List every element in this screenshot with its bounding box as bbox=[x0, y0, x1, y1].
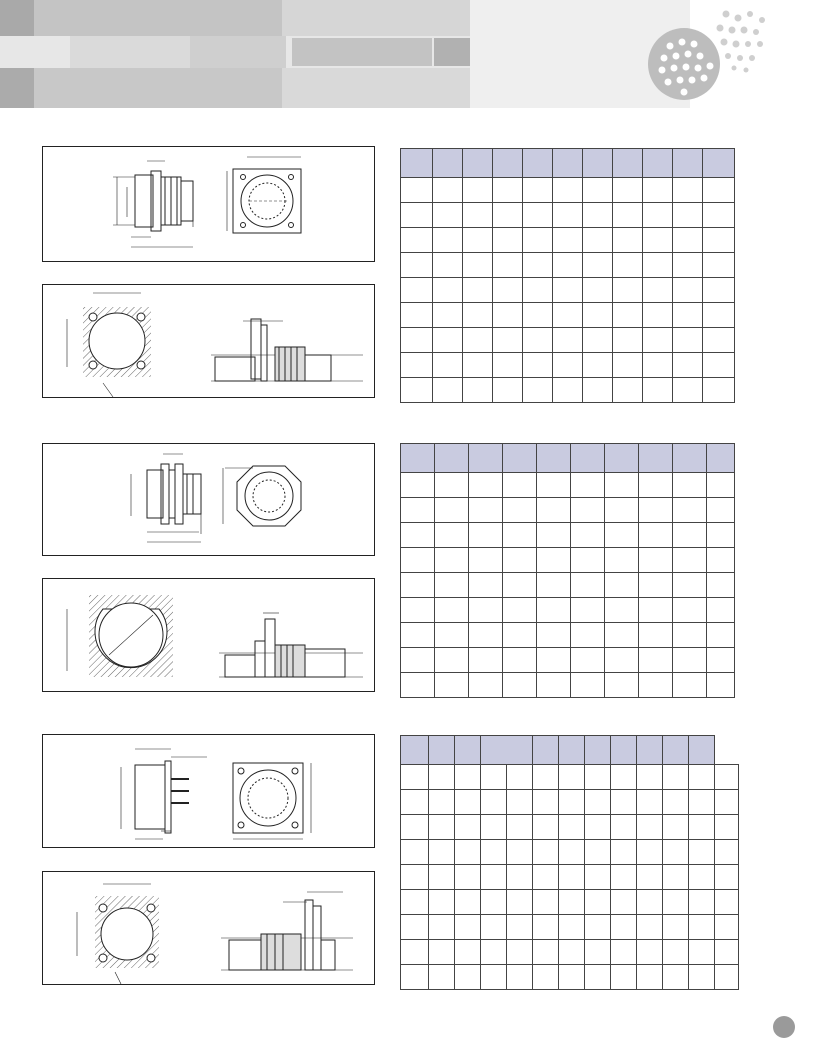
section-3-spec-table bbox=[400, 735, 739, 990]
header-band-bottom-dark bbox=[0, 68, 34, 108]
table-row bbox=[401, 965, 739, 990]
table-row bbox=[401, 303, 735, 328]
header-band-middle-block-2 bbox=[190, 36, 286, 68]
header-band-middle-block-3 bbox=[292, 38, 432, 66]
dotted-circle-icon bbox=[640, 4, 780, 104]
table-row bbox=[401, 815, 739, 840]
section-2-panel-cutout bbox=[42, 578, 375, 692]
merged-header-cell bbox=[481, 736, 533, 765]
table-row bbox=[401, 915, 739, 940]
table-row bbox=[401, 790, 739, 815]
table-row bbox=[401, 673, 735, 698]
table-row bbox=[401, 548, 735, 573]
table-row bbox=[401, 378, 735, 403]
section-2-drawing-panel bbox=[42, 443, 375, 556]
table-row bbox=[401, 523, 735, 548]
pcb-connector-drawing bbox=[43, 735, 376, 849]
table-row bbox=[401, 598, 735, 623]
section-1-spec-table bbox=[400, 148, 735, 403]
header-band-top-dark bbox=[0, 0, 34, 36]
table-row bbox=[401, 328, 735, 353]
table-row bbox=[401, 573, 735, 598]
section-1-panel-cutout bbox=[42, 284, 375, 398]
header-band-middle-block-1 bbox=[70, 36, 190, 68]
table-header-row bbox=[401, 149, 735, 178]
table-row bbox=[401, 648, 735, 673]
table-row bbox=[401, 473, 735, 498]
section-2-spec-table bbox=[400, 443, 735, 698]
table-row bbox=[401, 253, 735, 278]
table-row bbox=[401, 203, 735, 228]
table-row bbox=[401, 278, 735, 303]
table-row bbox=[401, 623, 735, 648]
table-row bbox=[401, 353, 735, 378]
section-1-drawing-panel bbox=[42, 146, 375, 262]
panel-cutout-and-mounting-drawing bbox=[43, 285, 376, 399]
table-row bbox=[401, 865, 739, 890]
table-row bbox=[401, 228, 735, 253]
table-header-row bbox=[401, 736, 739, 765]
jam-nut-connector-drawing bbox=[43, 444, 376, 557]
table-row bbox=[401, 940, 739, 965]
round-cutout-and-mounting-drawing bbox=[43, 872, 376, 986]
page-number-circle-icon bbox=[773, 1016, 795, 1038]
table-row bbox=[401, 840, 739, 865]
table-row bbox=[401, 765, 739, 790]
table-row bbox=[401, 498, 735, 523]
header-band-top-right bbox=[282, 0, 470, 36]
section-3-panel-cutout bbox=[42, 871, 375, 985]
table-header-row bbox=[401, 444, 735, 473]
table-row bbox=[401, 890, 739, 915]
header-band-middle-block-4 bbox=[434, 38, 470, 66]
table-row bbox=[401, 178, 735, 203]
header-band-bottom-right bbox=[282, 68, 470, 108]
section-3-drawing-panel bbox=[42, 734, 375, 848]
d-cutout-and-mounting-drawing bbox=[43, 579, 376, 693]
connector-side-and-front-view-drawing bbox=[43, 147, 376, 263]
